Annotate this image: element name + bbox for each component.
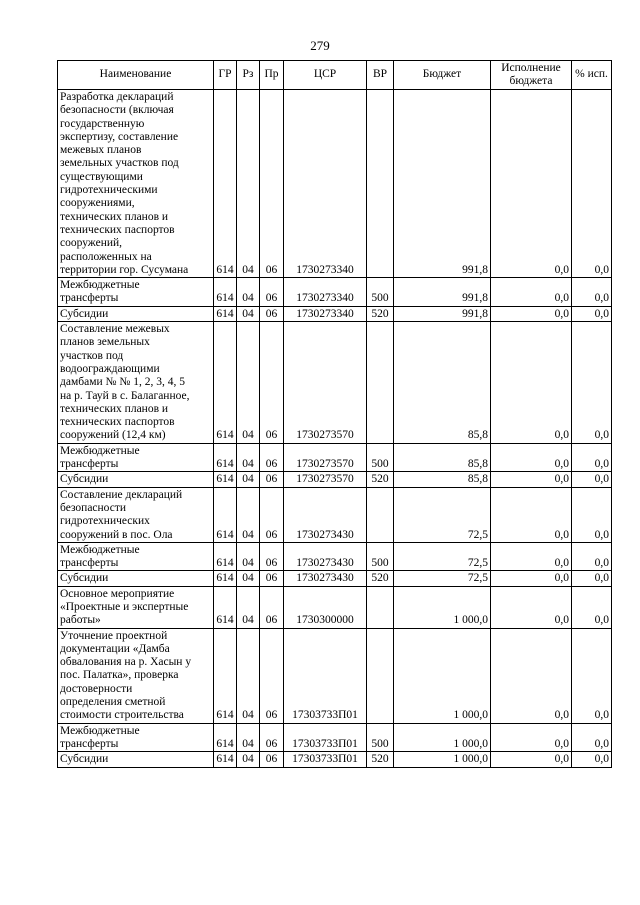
- table-row: [58, 90, 612, 278]
- row-name: Основное мероприятие «Проектные и экспертные работы»: [58, 586, 214, 628]
- row-budget: 991,8: [394, 306, 491, 321]
- row-execution: 0,0: [491, 586, 572, 628]
- row-budget: 72,5: [394, 487, 491, 542]
- row-execution: 0,0: [491, 322, 572, 444]
- row-percent: 0,0: [572, 322, 612, 444]
- row-csr: 1730273340: [284, 90, 367, 278]
- table-row: [58, 322, 612, 444]
- header-execution: Исполнение бюджета: [491, 61, 572, 90]
- row-csr: 17303733П01: [284, 723, 367, 752]
- table-row: [58, 628, 612, 723]
- row-vr: [367, 586, 394, 628]
- row-rz: 04: [237, 542, 260, 571]
- row-vr: [367, 322, 394, 444]
- row-csr: 1730273430: [284, 571, 367, 586]
- table-row: [58, 542, 612, 571]
- row-rz: 04: [237, 322, 260, 444]
- row-rz: 04: [237, 472, 260, 487]
- table-row: [58, 586, 612, 628]
- row-pr: 06: [260, 322, 284, 444]
- header-vr: ВР: [367, 61, 394, 90]
- row-percent: 0,0: [572, 628, 612, 723]
- row-percent: 0,0: [572, 586, 612, 628]
- row-gr: 614: [214, 443, 237, 472]
- header-percent: % исп.: [572, 61, 612, 90]
- row-vr: 520: [367, 752, 394, 767]
- row-name: Межбюджетные трансферты: [58, 443, 214, 472]
- row-rz: 04: [237, 278, 260, 307]
- row-pr: 06: [260, 487, 284, 542]
- row-budget: 1 000,0: [394, 752, 491, 767]
- table-row: [58, 472, 612, 487]
- row-rz: 04: [237, 443, 260, 472]
- row-vr: [367, 487, 394, 542]
- row-gr: 614: [214, 628, 237, 723]
- row-percent: 0,0: [572, 487, 612, 542]
- row-name: Субсидии: [58, 752, 214, 767]
- row-vr: [367, 90, 394, 278]
- header-pr: Пр: [260, 61, 284, 90]
- row-name: Субсидии: [58, 571, 214, 586]
- row-gr: 614: [214, 487, 237, 542]
- row-name: Субсидии: [58, 472, 214, 487]
- row-pr: 06: [260, 571, 284, 586]
- row-percent: 0,0: [572, 278, 612, 307]
- row-percent: 0,0: [572, 571, 612, 586]
- table-row: [58, 752, 612, 767]
- row-gr: 614: [214, 571, 237, 586]
- table-header-row: [58, 61, 612, 90]
- row-csr: 1730273570: [284, 322, 367, 444]
- row-rz: 04: [237, 586, 260, 628]
- page-number: 279: [310, 38, 330, 53]
- row-vr: [367, 628, 394, 723]
- row-pr: 06: [260, 723, 284, 752]
- row-name: Разработка деклараций безопасности (включая государственную экспертизу, составление межевых планов земельных участков под существующими гидротехническими сооружениями, технических планов и технических паспортов сооружений, расположенных на территории гор. Сусумана: [58, 90, 214, 278]
- table-row: [58, 306, 612, 321]
- row-budget: 85,8: [394, 472, 491, 487]
- row-pr: 06: [260, 542, 284, 571]
- row-rz: 04: [237, 90, 260, 278]
- row-gr: 614: [214, 472, 237, 487]
- budget-table: [57, 60, 612, 768]
- row-pr: 06: [260, 278, 284, 307]
- row-pr: 06: [260, 628, 284, 723]
- row-gr: 614: [214, 542, 237, 571]
- row-percent: 0,0: [572, 752, 612, 767]
- row-gr: 614: [214, 90, 237, 278]
- row-budget: 1 000,0: [394, 723, 491, 752]
- table-row: [58, 723, 612, 752]
- header-gr: ГР: [214, 61, 237, 90]
- row-pr: 06: [260, 90, 284, 278]
- row-rz: 04: [237, 752, 260, 767]
- row-execution: 0,0: [491, 278, 572, 307]
- header-rz: Рз: [237, 61, 260, 90]
- row-pr: 06: [260, 752, 284, 767]
- row-budget: 991,8: [394, 278, 491, 307]
- row-csr: 1730273430: [284, 542, 367, 571]
- row-execution: 0,0: [491, 90, 572, 278]
- row-budget: 1 000,0: [394, 586, 491, 628]
- header-csr: ЦСР: [284, 61, 367, 90]
- row-percent: 0,0: [572, 306, 612, 321]
- row-name: Субсидии: [58, 306, 214, 321]
- row-pr: 06: [260, 586, 284, 628]
- row-percent: 0,0: [572, 443, 612, 472]
- row-execution: 0,0: [491, 571, 572, 586]
- row-csr: 1730273430: [284, 487, 367, 542]
- row-gr: 614: [214, 306, 237, 321]
- row-name: Составление межевых планов земельных участков под водоограждающими дамбами № № 1, 2, 3, 4, 5 на р. Тауй в с. Балаганное, технических планов и технических паспортов сооружений (12,4 км): [58, 322, 214, 444]
- header-budget: Бюджет: [394, 61, 491, 90]
- row-csr: 1730273570: [284, 472, 367, 487]
- row-vr: 500: [367, 443, 394, 472]
- row-percent: 0,0: [572, 723, 612, 752]
- row-gr: 614: [214, 752, 237, 767]
- row-execution: 0,0: [491, 628, 572, 723]
- row-budget: 1 000,0: [394, 628, 491, 723]
- header-name: Наименование: [58, 61, 214, 90]
- row-rz: 04: [237, 306, 260, 321]
- row-vr: 520: [367, 472, 394, 487]
- row-percent: 0,0: [572, 90, 612, 278]
- row-percent: 0,0: [572, 472, 612, 487]
- table-row: [58, 278, 612, 307]
- row-rz: 04: [237, 571, 260, 586]
- row-vr: 520: [367, 306, 394, 321]
- row-csr: 17303733П01: [284, 752, 367, 767]
- row-budget: 72,5: [394, 571, 491, 586]
- table-row: [58, 443, 612, 472]
- row-vr: 500: [367, 723, 394, 752]
- row-csr: 1730273340: [284, 306, 367, 321]
- row-execution: 0,0: [491, 542, 572, 571]
- row-pr: 06: [260, 306, 284, 321]
- row-csr: 1730273570: [284, 443, 367, 472]
- row-pr: 06: [260, 472, 284, 487]
- row-name: Межбюджетные трансферты: [58, 278, 214, 307]
- row-name: Составление деклараций безопасности гидротехнических сооружений в пос. Ола: [58, 487, 214, 542]
- row-csr: 17303733П01: [284, 628, 367, 723]
- row-csr: 1730273340: [284, 278, 367, 307]
- table-row: [58, 487, 612, 542]
- row-percent: 0,0: [572, 542, 612, 571]
- row-name: Межбюджетные трансферты: [58, 723, 214, 752]
- row-budget: 991,8: [394, 90, 491, 278]
- row-name: Межбюджетные трансферты: [58, 542, 214, 571]
- row-vr: 500: [367, 278, 394, 307]
- row-gr: 614: [214, 723, 237, 752]
- row-gr: 614: [214, 586, 237, 628]
- row-rz: 04: [237, 628, 260, 723]
- row-budget: 85,8: [394, 322, 491, 444]
- row-execution: 0,0: [491, 752, 572, 767]
- row-execution: 0,0: [491, 487, 572, 542]
- row-rz: 04: [237, 487, 260, 542]
- row-vr: 520: [367, 571, 394, 586]
- row-vr: 500: [367, 542, 394, 571]
- row-execution: 0,0: [491, 306, 572, 321]
- row-gr: 614: [214, 278, 237, 307]
- row-gr: 614: [214, 322, 237, 444]
- row-execution: 0,0: [491, 723, 572, 752]
- row-rz: 04: [237, 723, 260, 752]
- row-csr: 1730300000: [284, 586, 367, 628]
- table-row: [58, 571, 612, 586]
- row-budget: 85,8: [394, 443, 491, 472]
- row-budget: 72,5: [394, 542, 491, 571]
- row-execution: 0,0: [491, 472, 572, 487]
- row-name: Уточнение проектной документации «Дамба обвалования на р. Хасын у пос. Палатка», проверка достоверности определения сметной стоимости строительства: [58, 628, 214, 723]
- row-pr: 06: [260, 443, 284, 472]
- row-execution: 0,0: [491, 443, 572, 472]
